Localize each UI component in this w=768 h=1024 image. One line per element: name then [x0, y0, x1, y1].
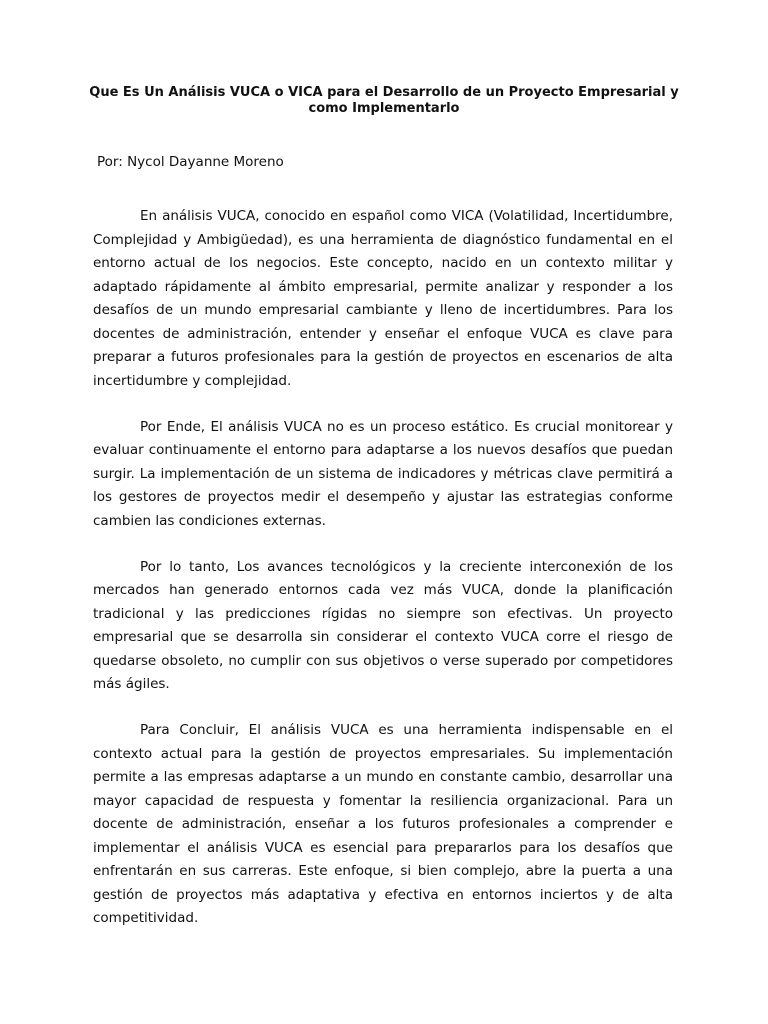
paragraph-por-ende: Por Ende, El análisis VUCA no es un proceso estático. Es crucial monitorear y evaluar continuamente el entorno para adaptarse a los nuevos desafíos que puedan surgir. La implementación de un sistema de indicadores y métricas clave permitirá a los gestores de proyectos medir el desempeño y ajustar las estrategias conforme cambien las condiciones externas.	[93, 418, 673, 529]
document-body	[93, 205, 673, 953]
paragraph-conclusion: Para Concluir, El análisis VUCA es una herramienta indispensable en el contexto actual para la gestión de proyectos empresariales. Su implementación permite a las empresas adaptarse a un mundo en constante cambio, desarrollar una mayor capacidad de respuesta y fomentar la resiliencia organizacional. Para un docente de administración, enseñar a los futuros profesionales a comprender e implementar el análisis VUCA es esencial para prepararlos para los desafíos que enfrentarán en sus carreras. Este enfoque, si bien complejo, abre la puerta a una gestión de proyectos más adaptativa y efectiva en entornos inciertos y de alta competitividad.	[93, 722, 673, 926]
document-title: Que Es Un Análisis VUCA o VICA para el Desarrollo de un Proyecto Empresarial y como Implementarlo	[89, 85, 679, 116]
paragraph-intro: En análisis VUCA, conocido en español como VICA (Volatilidad, Incertidumbre, Complejidad y Ambigüedad), es una herramienta de diagnóstico fundamental en el entorno actual de los negocios. Este concepto, nacido en un contexto militar y adaptado rápidamente al ámbito empresarial, permite analizar y responder a los desafíos de un mundo empresarial cambiante y lleno de incertidumbres. Para los docentes de administración, entender y enseñar el enfoque VUCA es clave para preparar a futuros profesionales para la gestión de proyectos en escenarios de alta incertidumbre y complejidad.	[93, 208, 673, 389]
paragraph-por-lo-tanto: Por lo tanto, Los avances tecnológicos y la creciente interconexión de los mercados han generado entornos cada vez más VUCA, donde la planificación tradicional y las predicciones rígidas no siempre son efectivas. Un proyecto empresarial que se desarrolla sin considerar el contexto VUCA corre el riesgo de quedarse obsoleto, no cumplir con sus objetivos o verse superado por competidores más ágiles.	[93, 558, 673, 692]
document-author: Por: Nycol Dayanne Moreno	[97, 154, 284, 170]
